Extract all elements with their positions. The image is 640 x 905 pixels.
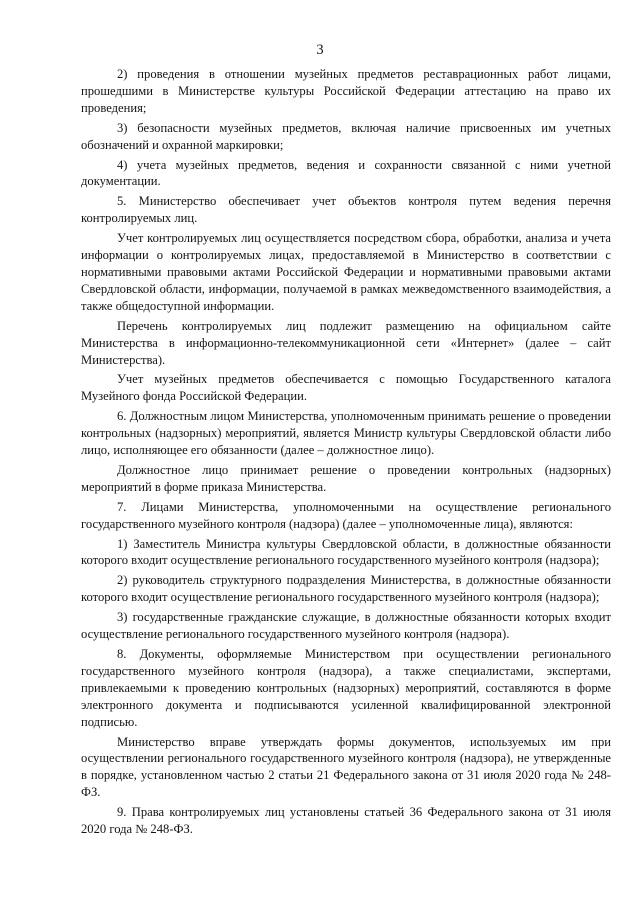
paragraph-section-5: 5. Министерство обеспечивает учет объектов контроля путем ведения перечня контролируемых лиц. — [81, 194, 611, 226]
paragraph-museum-items-catalog: Учет музейных предметов обеспечивается с помощью Государственного каталога Музейного фонда Российской Федерации. — [81, 372, 611, 404]
paragraph-section-6: 6. Должностным лицом Министерства, уполномоченным принимать решение о проведении контрольных (надзорных) мероприятий, является Министр культуры Свердловской области либо лицо, исполняющее его обязанности (далее – должностное лицо). — [81, 409, 611, 458]
paragraph-item-4-accounting: 4) учета музейных предметов, ведения и сохранности связанной с ними учетной документации. — [81, 157, 611, 189]
paragraph-controlled-persons-list: Перечень контролируемых лиц подлежит размещению на официальном сайте Министерства в информационно-телекоммуникационной сети «Интернет» (далее – сайт Министерства). — [81, 318, 611, 367]
paragraph-official-decision: Должностное лицо принимает решение о проведении контрольных (надзорных) мероприятий в форме приказа Министерства. — [81, 462, 611, 494]
paragraph-item-2-restoration: 2) проведения в отношении музейных предметов реставрационных работ лицами, прошедшими в Министерстве культуры Российской Федерации аттестацию на право их проведения; — [81, 67, 611, 115]
paragraph-document-forms: Министерство вправе утверждать формы документов, используемых им при осуществлении регионального государственного музейного контроля (надзора), не утвержденные в порядке, установленном частью 2 статьи 21 Федерального закона от 31 июля 2020 года № 248-ФЗ. — [81, 734, 611, 800]
paragraph-item-2-department-head: 2) руководитель структурного подразделения Министерства, в должностные обязанности которого входит осуществление регионального государственного музейного контроля (надзора); — [81, 573, 611, 605]
paragraph-controlled-persons-accounting: Учет контролируемых лиц осуществляется посредством сбора, обработки, анализа и учета информации о контролируемых лицах, предоставляемой в Министерство в соответствии с нормативными правовыми актами Российской Федерации и нормативными правовыми актами Свердловской области, информации, получаемой в рамках межведомственного взаимодействия, а также общедоступной информации. — [81, 231, 611, 313]
document-body — [81, 66, 611, 838]
paragraph-item-3-civil-servants: 3) государственные гражданские служащие, в должностные обязанности которых входит осуществление регионального государственного музейного контроля (надзора). — [81, 610, 611, 642]
paragraph-section-9: 9. Права контролируемых лиц установлены статьей 36 Федерального закона от 31 июля 2020 года № 248-ФЗ. — [81, 805, 611, 837]
paragraph-section-8: 8. Документы, оформляемые Министерством при осуществлении регионального государственного музейного контроля (надзора), а также специалистами, экспертами, привлекаемыми к проведению контрольных (надзорных) мероприятий, составляются в форме электронного документа и подписываются усиленной квалифицированной электронной подписью. — [81, 647, 611, 729]
paragraph-item-3-safety: 3) безопасности музейных предметов, включая наличие присвоенных им учетных обозначений и охранной маркировки; — [81, 120, 611, 152]
paragraph-section-7: 7. Лицами Министерства, уполномоченными на осуществление регионального государственного музейного контроля (надзора) (далее – уполномоченные лица), являются: — [81, 499, 611, 531]
page-number: 3 — [316, 42, 324, 58]
paragraph-item-1-deputy-minister: 1) Заместитель Министра культуры Свердловской области, в должностные обязанности которого входит осуществление регионального государственного музейного контроля (надзора); — [81, 536, 611, 568]
